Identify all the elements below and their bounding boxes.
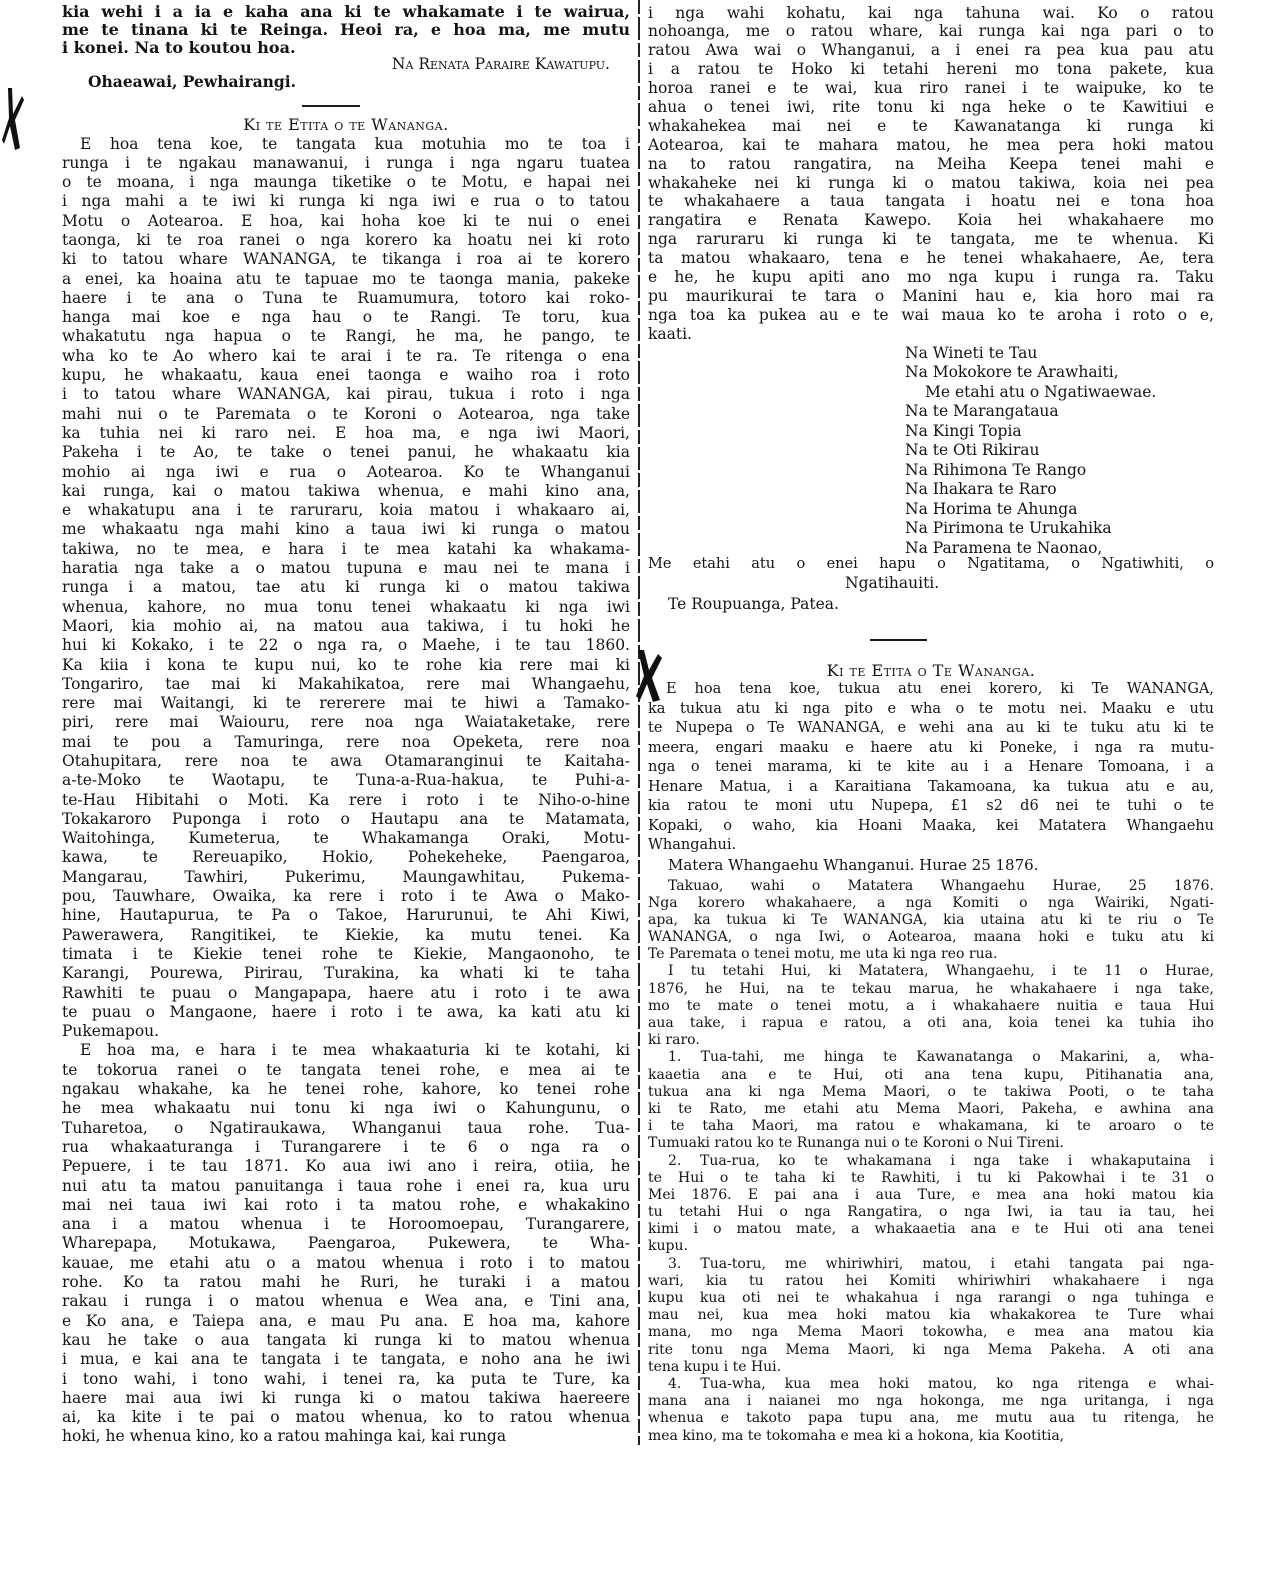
paragraph: [648, 1153, 1214, 1256]
text-line: Ka kiia i kona te kupu nui, ko te rohe kia rere mai ki: [62, 655, 630, 674]
text-line: Aotearoa, kai te mahara matou, he mea pera hoki matou: [648, 135, 1214, 154]
text-line: me te tinana ki te Reinga. Heoi ra, e hoa ma, me mutu: [62, 21, 630, 39]
text-line: ahua o tenei iwi, rite tonu ki nga heke o te Kawitiui e: [648, 97, 1214, 116]
text-line: hanga mai koe e nga hau o te Rangi. Te toru, kua: [62, 308, 630, 327]
paragraph: [648, 1376, 1214, 1445]
text-line: o te moana, i nga maunga tiketike o te Motu, e hapai nei: [62, 173, 630, 192]
letter-heading: Ki te Etita o te Wananga.: [243, 115, 449, 134]
text-line: Nga korero whakahaere, a nga Komiti o nga Wairiki, Ngati-: [648, 894, 1214, 911]
letter-body: [648, 680, 1214, 856]
text-line: rakau i runga i o matou whenua e Wea ana, e Tini ana,: [62, 1292, 630, 1311]
text-line: ki raro.: [648, 1032, 700, 1049]
text-line: Waitohinga, Kumeterua, te Whakamanga Oraki, Motu-: [62, 829, 630, 848]
signatory-name: Na te Marangataua: [905, 402, 1059, 420]
text-line: Te Paremata o tenei motu, me uta ki nga reo rua.: [648, 946, 998, 963]
text-line: nga o tenei marama, ki te kite au i a Henare Tomoana, i a: [648, 759, 1214, 775]
text-line: whakaheke nei ki runga ki o matou takiwa, koia nei pea: [648, 173, 1214, 192]
text-line: Karangi, Pourewa, Pirirau, Turakina, ka whati ki te taha: [62, 964, 630, 983]
text-line: te tokorua ranei o te tangata tenei rohe, e mea ai te: [62, 1060, 630, 1079]
tribes-last: Ngatihauiti.: [845, 574, 940, 592]
text-line: Tongariro, tae mai ki Makahikatoa, rere mai Whangaehu,: [62, 674, 630, 693]
text-line: rangatira e Renata Kawepo. Koia hei whakahaere mo: [648, 211, 1214, 230]
text-line: me whakaatu nga mahi kino a taua iwi ki runga o matou: [62, 520, 630, 539]
right-column: [648, 0, 1214, 1460]
text-line: i nga wahi kohatu, kai nga tahuna wai. Ko o ratou: [648, 3, 1214, 22]
text-line: Pakeha i te Ao, te take o tenei panui, he whakaatu kia: [62, 443, 630, 462]
text-line: whenua e takoto papa tupu ana, me mutu aua tu ritenga, he: [648, 1410, 1214, 1427]
text-line: kawa, te Rereuapiko, Hokio, Pohekeheke, Paengaroa,: [62, 848, 630, 867]
text-line: mana, mo nga Mema Maori tokowha, e mea ana matou kia: [648, 1324, 1214, 1341]
ink-mark-icon: [0, 84, 26, 154]
text-line: te Hui o te taha ki te Rawhiti, i tu ki Pakowhai i te 31 o: [648, 1169, 1214, 1186]
text-line: 4. Tua-wha, kua mea hoki matou, ko nga ritenga e whai-: [668, 1375, 1214, 1392]
text-line: kia ratou te moni utu Nupepa, £1 s2 d6 nei te tuhi o te: [648, 798, 1214, 814]
column-divider: [638, 0, 640, 1445]
section-rule: [302, 105, 360, 107]
text-line: taonga, ki te roa ranei o nga korero ka hoatu nei ki roto: [62, 230, 630, 249]
text-line: kia wehi i a ia e kaha ana ki te whakamate i te wairua,: [62, 3, 630, 21]
text-line: aua take, i rapua e ratou, a oti ana, koia tenei ka tuhia iho: [648, 1015, 1214, 1031]
text-line: runga i te ngakau manawanui, i runga i nga ngaru tuatea: [62, 153, 630, 172]
text-line: 1876, he Hui, na te tekau marua, he whakahaere i nga take,: [648, 980, 1214, 997]
text-line: Mei 1876. E pai ana i aua Ture, e mea ana hoki matou kia: [648, 1186, 1214, 1203]
text-line: kaaetia ana e te Hui, oti ana tena kupu, Pitihanatia ana,: [648, 1066, 1214, 1083]
text-line: nga raruraru ki runga ki te tangata, me te whenua. Ki: [648, 230, 1214, 249]
text-line: i a ratou te Hoko ki tetahi hereni mo tona pakete, kua: [648, 60, 1214, 79]
text-line: mai nei taua iwi kai roto i ta matou rohe, e whakakino: [62, 1195, 630, 1214]
signatory-name: Na Paramena te Naonao,: [905, 538, 1103, 557]
tribes-line-block: [648, 555, 1214, 575]
text-line: ka tukua atu ki nga pito e wha o te motu nei. Maaku e utu: [648, 700, 1214, 717]
signatory-name: Na Horima te Ahunga: [905, 499, 1078, 518]
text-line: ai, ka kite i te pai o matou whenua, ko to ratou whenua: [62, 1408, 630, 1427]
text-line: te whakahaere a taua tangata i hoatu nei e tona hoa: [648, 192, 1214, 211]
text-line: i te taha Maori, ma ratou e whakamana, ki te aroaro o te: [648, 1118, 1214, 1135]
text-line: runga i a matou, tae atu ki runga ki o matou takiwa: [62, 578, 630, 597]
text-line: haere mai aua iwi ki runga ki o matou takiwa haereere: [62, 1388, 630, 1407]
text-line: ratou Awa wai o Whanganui, a i enei ra pea kua pau atu: [648, 41, 1214, 60]
text-line: E hoa tena koe, tukua atu enei korero, ki Te WANANGA,: [666, 681, 1214, 697]
text-line: timata i te Kiekie tenei rohe te Kiekie, Mangaonoho, te: [62, 944, 630, 963]
text-line: Tuharetoa, o Ngatiraukawa, Whanganui taua rohe. Tua-: [62, 1118, 630, 1137]
paragraph: [648, 878, 1214, 964]
text-line: Maori, kia mohio ai, na matou aua takiwa, i tu hoki he: [62, 616, 630, 635]
text-line: i konei. Na to koutou hoa.: [62, 39, 296, 57]
text-line: kai runga, kai o matou takiwa whenua, e mahi kino ana,: [62, 481, 630, 500]
text-line: na to ratou rangatira, na Meiha Keepa tenei mahi e: [648, 154, 1214, 173]
text-line: hui ki Kokako, i te 22 o nga ra, o Maehe, i te tau 1860.: [62, 636, 630, 655]
text-line: i to tatou whare WANANGA, kai pirau, tukua i roto i nga: [62, 385, 630, 404]
text-line: Tumuaki ratou ko te Runanga nui o te Koroni o Nui Tireni.: [648, 1135, 1064, 1152]
section-rule: [870, 639, 927, 641]
text-line: 1. Tua-tahi, me hinga te Kawanatanga o Makarini, a, wha-: [668, 1049, 1214, 1066]
resolutions-body: [648, 878, 1214, 1445]
text-line: hoki, he whenua kino, ko a ratou mahinga kai, kai runga: [62, 1427, 507, 1446]
text-line: a enei, ka hoaina atu te tapuae mo te taonga mania, pakeke: [62, 269, 630, 288]
left-column: [62, 0, 630, 1460]
text-line: kaati.: [648, 324, 692, 343]
text-line: e Ko ana, e Taiepa ana, e mau Pu ana. E hoa ma, kahore: [62, 1311, 630, 1330]
text-line: kauae, me etahi atu o a matou whenua i roto i to matou: [62, 1253, 630, 1272]
text-line: Rawhiti te puau o Mangapapa, haere atu i roto i te awa: [62, 983, 630, 1002]
text-line: te Nupepa o Te WANANGA, e wehi ana au ki te tuku atu ki te: [648, 720, 1214, 736]
text-line: WANANGA, o nga Iwi, o Aotearoa, maana hoki e tuku atu ki: [648, 929, 1214, 946]
text-line: ta matou whakaaro, tena e he tenei whakahaere, Ae, tera: [648, 249, 1214, 268]
letter-body: [62, 135, 630, 1447]
text-line: mohio ai nga iwi e rua o Aotearoa. Ko te Whanganui: [62, 462, 630, 481]
text-line: Pepuere, i te tau 1871. Ko aua iwi ano i reira, otiia, he: [62, 1157, 630, 1176]
signatory-name: Na Ihakara te Raro: [905, 480, 1057, 498]
text-line: mea kino, ma te tokomaha e mea ki a hokona, kia Kootitia,: [648, 1427, 1065, 1444]
text-line: rua whakaaturanga i Turangarere i te 6 o nga ra o: [62, 1137, 630, 1156]
signatory-name: Na Wineti te Tau: [905, 343, 1038, 362]
closing-lines: [62, 3, 630, 57]
text-line: Kopaki, o waho, kia Hoani Maaka, kei Matatera Whangaehu: [648, 817, 1214, 834]
signatories-list: [648, 344, 1214, 564]
text-line: E hoa ma, e hara i te mea whakaaturia ki te kotahi, ki: [80, 1041, 630, 1060]
text-line: I tu tetahi Hui, ki Matatera, Whangaehu, i te 11 o Hurae,: [668, 963, 1214, 980]
text-line: tu tetahi Hui o nga Rangatira, o nga Iwi, ia tau ia tau, hei: [648, 1204, 1214, 1221]
signatory-name: Na te Oti Rikirau: [905, 441, 1040, 459]
text-line: wha ko te Ao whero kai te arai i te ra. Te ritenga o ena: [62, 346, 630, 365]
text-line: haere i te ana o Tuna te Ruamumura, totoro kai roko-: [62, 288, 630, 307]
signatory-name: Na Rihimona Te Rango: [905, 460, 1087, 479]
place-name: Te Roupuanga, Patea.: [668, 595, 839, 613]
text-line: wari, kia tu ratou hei Komiti whiriwhiri whakahaere i nga: [648, 1272, 1214, 1289]
text-line: apa, ka tukua ki Te WANANGA, kia utaina atu ki te riu o Te: [648, 911, 1214, 928]
letter-heading: Ki te Etita o Te Wananga.: [826, 661, 1036, 680]
text-line: te-Hau Hibitahi o Moti. Ka rere i roto i te Niho-o-hine: [62, 790, 630, 809]
text-line: Wharepapa, Motukawa, Paengaroa, Pukewera, te Wha-: [62, 1234, 630, 1253]
signatory-name: Na Kingi Topia: [905, 421, 1022, 440]
text-line: rohe. Ko ta ratou mahi he Ruri, he turaki i a matou: [62, 1273, 630, 1292]
text-line: kupu kua oti nei te whakahua i nga rarangi o nga tuhinga e: [648, 1290, 1214, 1306]
text-line: hine, Hautapurua, te Pa o Takoe, Harurunui, te Ahi Kiwi,: [62, 906, 630, 925]
text-line: kupu, he whakaatu, kaua enei taonga e waiho roa i roto: [62, 366, 630, 385]
text-line: piri, rere mai Waiouru, rere noa nga Waiataketake, rere: [62, 713, 630, 732]
text-line: ngakau whakahe, ka he tenei rohe, kahore, ko tenei rohe: [62, 1080, 630, 1099]
text-line: Motu o Aotearoa. E hoa, kai hoha koe ki te nui o enei: [62, 211, 630, 230]
letter-continuation: [648, 4, 1214, 344]
text-line: meera, engari maaku e haere atu ki Poneke, i nga ra mutu-: [648, 739, 1214, 756]
text-line: a-te-Moko te Waotapu, te Tuna-a-Rua-hakua, te Puhi-a-: [62, 771, 630, 790]
text-line: mahi nui o te Paremata o te Koroni o Aotearoa, nga take: [62, 404, 630, 423]
text-line: e he, he kupu apiti ano mo nga kupu i runga ra. Taku: [648, 267, 1214, 286]
text-line: rere mai Waitangi, ki te rererere mai te hiwi a Tamako-: [62, 694, 630, 713]
text-line: nga toa ka pukea au e te wai maua ko te aroha i roto o e,: [648, 305, 1214, 324]
paragraph: [648, 963, 1214, 1049]
text-line: takiwa, no te mea, e hara i te mea katahi ka whakama-: [62, 539, 630, 558]
text-line: 2. Tua-rua, ko te whakamana i nga take i whakaputaina i: [668, 1152, 1214, 1169]
text-line: Henare Matua, i a Karaitiana Takamoana, ka tukua atu e au,: [648, 778, 1214, 795]
text-line: tukua ana ki nga Mema Maori, o te takiwa Pooti, o te taha: [648, 1083, 1214, 1100]
text-line: i tono wahi, i tono wahi, i tenei ra, ka puta te Ture, ka: [62, 1369, 630, 1388]
text-line: mo te mate o tenei motu, a i whakahaere nuitia e taua Hui: [648, 997, 1214, 1014]
signatory-name: Na Mokokore te Arawhaiti,: [905, 363, 1119, 381]
text-line: whenua, kahore, no mua tonu tenei whakaatu ki nga iwi: [62, 597, 630, 616]
text-line: haratia nga take a o matou tupuna e mau nei te mana i: [62, 559, 630, 578]
text-line: i nga mahi a te iwi ki runga ki nga iwi e rua o to tatou: [62, 192, 630, 211]
text-line: whakatutu nga hapua o te Rangi, he ma, he pango, te: [62, 327, 630, 346]
text-line: Whangahui.: [648, 837, 737, 853]
text-line: ki to tatou whare WANANGA, te tikanga i roa ai te korero: [62, 250, 630, 269]
text-line: ka tuhia nei ki raro nei. E hoa ma, e nga iwi Maori,: [62, 423, 630, 442]
text-line: mau nei, kua mea hoki matou kia whakakorea te Ture whai: [648, 1307, 1214, 1324]
text-line: ana i a matou whenua i te Horoomoepau, Turangarere,: [62, 1215, 630, 1234]
signature: Na Renata Paraire Kawatupu.: [391, 55, 610, 73]
text-line: i mua, e kai ana te tangata i te tangata, e noho ana he iwi: [62, 1350, 630, 1369]
text-line: tena kupu i te Hui.: [648, 1358, 782, 1375]
text-line: Tokakaroro Puponga i roto o Hautapu ana te Matamata,: [62, 809, 630, 828]
text-line: kau he take o aua tangata ki runga ki to matou whenua: [62, 1330, 630, 1349]
paragraph: [62, 135, 630, 1042]
text-line: mai te pou a Tamuringa, rere noa Opeketa, rere noa: [62, 732, 630, 751]
text-line: mana ana i naianei mo nga hokonga, me nga uritanga, i nga: [648, 1393, 1214, 1410]
text-line: whakahekea mai nei e te Kawanatanga ki runga ki: [648, 116, 1214, 135]
text-line: nohoanga, me o ratou whare, kai runga kai nga pari o to: [648, 22, 1214, 41]
text-line: rite tonu nga Mema Maori, ki nga Mema Pakeha. A oti ana: [648, 1341, 1214, 1358]
text-line: kupu.: [648, 1238, 688, 1255]
text-line: nui atu ta matou panuitanga i taua rohe i enei ra, kua uru: [62, 1176, 630, 1195]
signatory-name: Na Pirimona te Urukahika: [905, 519, 1112, 537]
signatory-name: Me etahi atu o Ngatiwaewae.: [925, 382, 1157, 401]
tribes-line: Me etahi atu o enei hapu o Ngatitama, o Ngatiwhiti, o: [648, 556, 1214, 572]
date-line: Matera Whangaehu Whanganui. Hurae 25 1876.: [668, 856, 1039, 874]
text-line: Pukemapou.: [62, 1022, 160, 1041]
text-line: ki te Rato, me etahi atu Mema Maori, Pakeha, e awhina ana: [648, 1100, 1214, 1117]
text-line: Pawerawera, Rangitikei, te Kiekie, ka mutu tenei. Ka: [62, 925, 630, 944]
paragraph: [648, 1049, 1214, 1152]
text-line: Otahupitara, rere noa te awa Otamaranginui te Kaitaha-: [62, 752, 630, 770]
text-line: horoa ranei e te wai, kua riro ranei i te waipuke, ko te: [648, 79, 1214, 98]
text-line: e whakatupu ana i te raruraru, koia matou i whakaaro ai,: [62, 501, 630, 520]
paragraph: [62, 1041, 630, 1446]
text-line: pou, Tauwhare, Owaika, ka rere i roto i te Awa o Mako-: [62, 887, 630, 906]
text-line: Mangarau, Tawhiri, Pukerimu, Maungawhitau, Pukema-: [62, 867, 630, 886]
text-line: kimi i o matou mate, a whakaaetia ana e te Hui oti ana tenei: [648, 1221, 1214, 1238]
text-line: Takuao, wahi o Matatera Whangaehu Hurae, 25 1876.: [668, 877, 1214, 894]
paragraph: [648, 1256, 1214, 1376]
place-name: Ohaeawai, Pewhairangi.: [88, 72, 297, 91]
text-line: E hoa tena koe, te tangata kua motuhia mo te toa i: [80, 134, 630, 153]
text-line: pu maurikurai te tara o Manini hau e, kia horo mai ra: [648, 286, 1214, 305]
text-line: te puau o Mangaone, haere i roto i te awa, ka kati atu ki: [62, 1002, 630, 1021]
text-line: 3. Tua-toru, me whiriwhiri, matou, i etahi tangata pai nga-: [668, 1255, 1214, 1272]
text-line: he mea whakaatu nui tonu ki nga iwi o Kahungunu, o: [62, 1099, 630, 1118]
